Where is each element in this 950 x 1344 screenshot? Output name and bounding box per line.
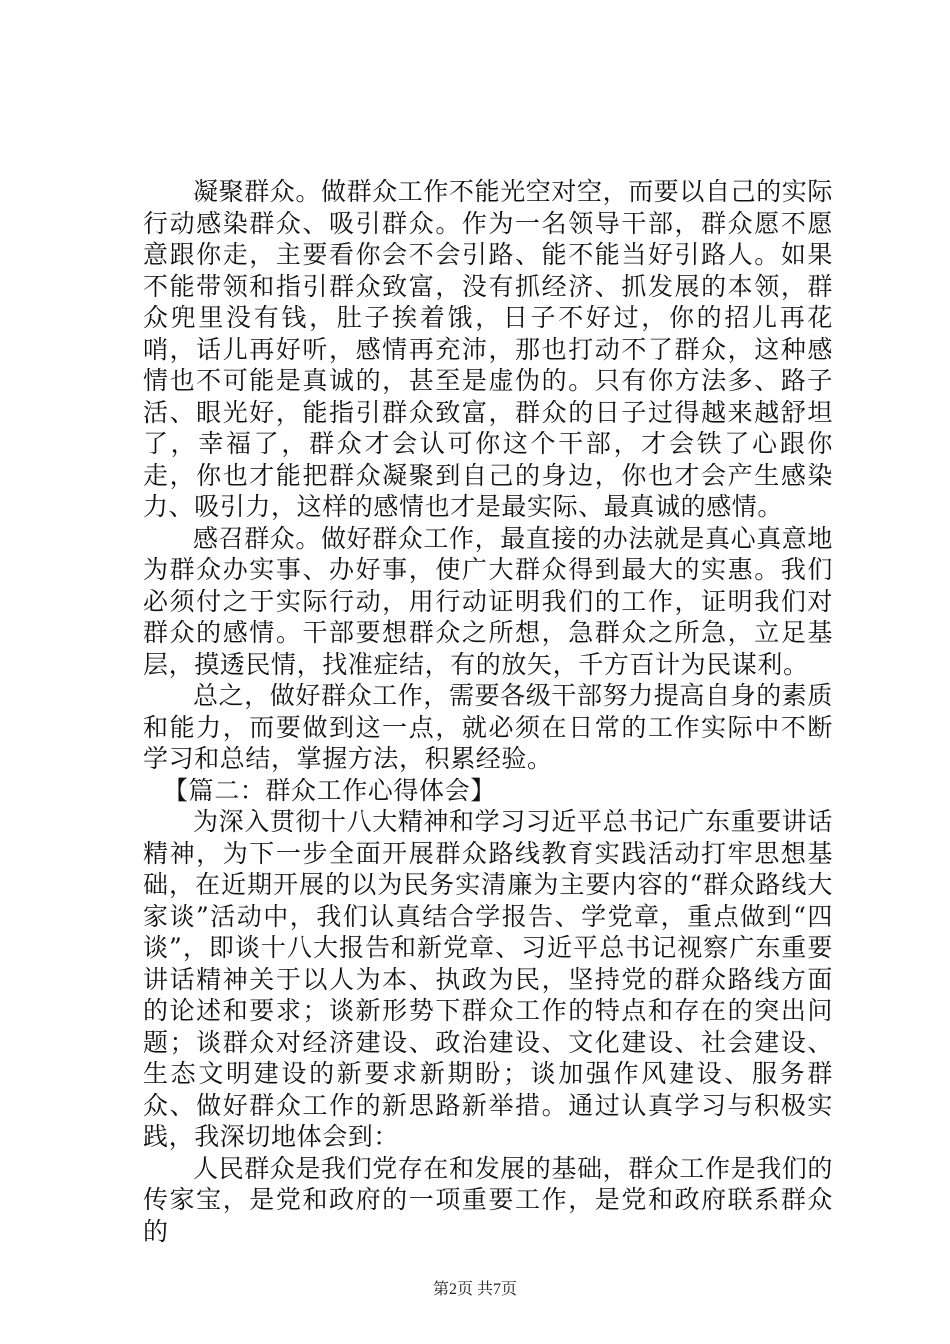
paragraph-rally-masses: 凝聚群众。做群众工作不能光空对空，而要以自己的实际行动感染群众、吸引群众。作为一名领导干部，群众愿不愿意跟你走，主要看你会不会引路、能不能当好引路人。如果不能带领和指引群众致富，没有抓经济、抓发展的本领，群众兜里没有钱，肚子挨着饿，日子不好过，你的招儿再花哨，话儿再好听，感情再充沛，那也打动不了群众，这种感情也不可能是真诚的，甚至是虚伪的。只有你方法多、路子活、眼光好，能指引群众致富，群众的日子过得越来越舒坦了，幸福了，群众才会认可你这个干部，才会铁了心跟你走，你也才能把群众凝聚到自己的身边，你也才会产生感染力、吸引力，这样的感情也才是最实际、最真诚的感情。	[143, 177, 834, 521]
paragraph-conclusion: 总之，做好群众工作，需要各级干部努力提高自身的素质和能力，而要做到这一点，就必须在日常的工作实际中不断学习和总结，掌握方法，积累经验。	[143, 681, 834, 773]
paragraph-section-body: 人民群众是我们党存在和发展的基础，群众工作是我们的传家宝，是党和政府的一项重要工作，是党和政府联系群众的	[143, 1153, 834, 1246]
section-heading: 【篇二：群众工作心得体会】	[163, 775, 496, 805]
paragraph-section-intro: 为深入贯彻十八大精神和学习习近平总书记广东重要讲话精神，为下一步全面开展群众路线教育实践活动打牢思想基础，在近期开展的以为民务实清廉为主要内容的“群众路线大家谈”活动中，我们认真结合学报告、学党章，重点做到“四谈”，即谈十八大报告和新党章、习近平总书记视察广东重要讲话精神关于以人为本、执政为民，坚持党的群众路线方面的论述和要求；谈新形势下群众工作的特点和存在的突出问题；谈群众对经济建设、政治建设、文化建设、社会建设、生态文明建设的新要求新期盼；谈加强作风建设、服务群众、做好群众工作的新思路新举措。通过认真学习与积极实践，我深切地体会到：	[143, 807, 834, 1151]
page-footer: 第2页 共7页	[432, 1281, 517, 1298]
paragraph-inspire-masses: 感召群众。做好群众工作，最直接的办法就是真心真意地为群众办实事、办好事，使广大群众得到最大的实惠。我们必须付之于实际行动，用行动证明我们的工作，证明我们对群众的感情。干部要想群众之所想，急群众之所急，立足基层，摸透民情，找准症结，有的放矢，千方百计为民谋利。	[143, 523, 834, 679]
document-body	[143, 176, 833, 1247]
